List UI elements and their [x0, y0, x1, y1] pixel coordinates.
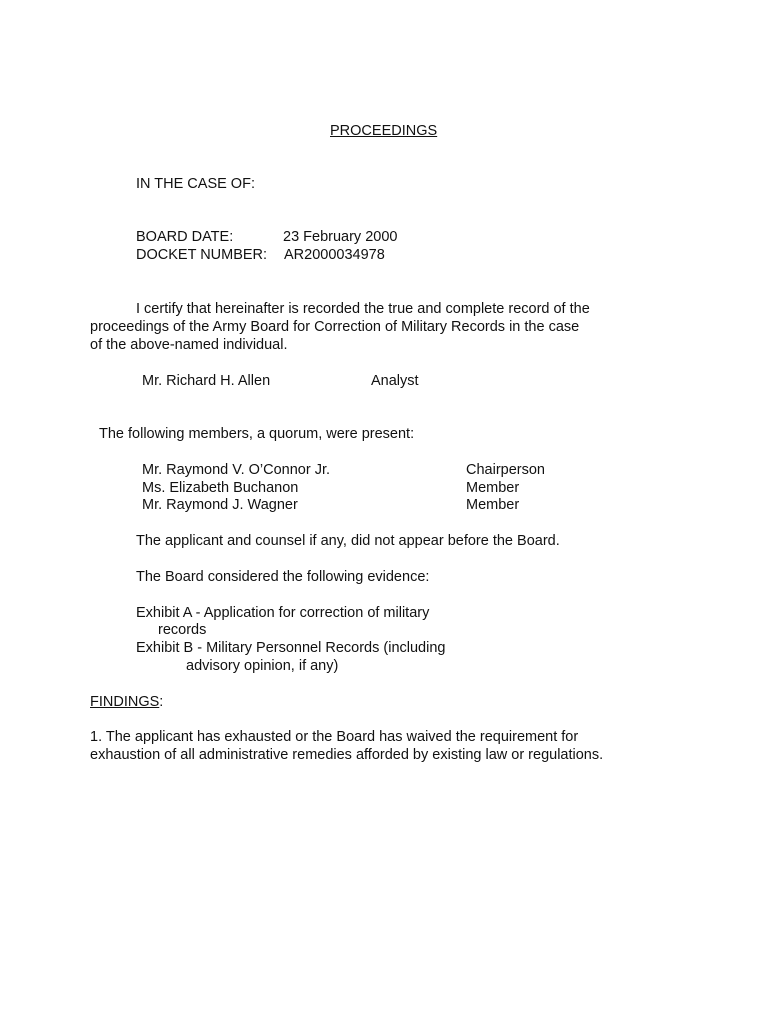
member-role: Member [466, 497, 520, 513]
findings-colon: : [159, 694, 164, 710]
member-role: Chairperson [466, 462, 545, 478]
certify-line-1: I certify that hereinafter is recorded the true and complete record of the [136, 301, 590, 317]
exhibit-a-line-1: Exhibit A - Application for correction of military [136, 605, 430, 621]
member-name: Ms. Elizabeth Buchanon [142, 480, 299, 496]
analyst-name: Mr. Richard H. Allen [142, 373, 271, 389]
appearance-statement: The applicant and counsel if any, did not appear before the Board. [136, 533, 560, 549]
member-role: Member [466, 480, 520, 496]
exhibit-b-line-2: advisory opinion, if any) [186, 658, 339, 674]
certify-line-3: of the above-named individual. [90, 337, 288, 353]
page-title: PROCEEDINGS [330, 123, 438, 139]
evidence-intro: The Board considered the following evidence: [136, 569, 430, 585]
board-date-value: 23 February 2000 [283, 229, 398, 245]
findings-label: FINDINGS [90, 694, 160, 710]
exhibit-b-line-1: Exhibit B - Military Personnel Records (including [136, 640, 446, 656]
analyst-role: Analyst [371, 373, 419, 389]
certify-line-2: proceedings of the Army Board for Correction of Military Records in the case [90, 319, 580, 335]
board-date-label: BOARD DATE: [136, 229, 234, 245]
finding-1-line-1: 1. The applicant has exhausted or the Board has waived the requirement for [90, 729, 579, 745]
docket-number-label: DOCKET NUMBER: [136, 247, 268, 263]
docket-number-value: AR2000034978 [284, 247, 385, 263]
case-label: IN THE CASE OF: [136, 176, 255, 192]
exhibit-a-line-2: records [158, 622, 207, 638]
members-intro: The following members, a quorum, were present: [99, 426, 415, 442]
finding-1-line-2: exhaustion of all administrative remedies afforded by existing law or regulations. [90, 747, 604, 763]
findings-heading [90, 693, 163, 711]
member-name: Mr. Raymond J. Wagner [142, 497, 298, 513]
member-name: Mr. Raymond V. O’Connor Jr. [142, 462, 331, 478]
